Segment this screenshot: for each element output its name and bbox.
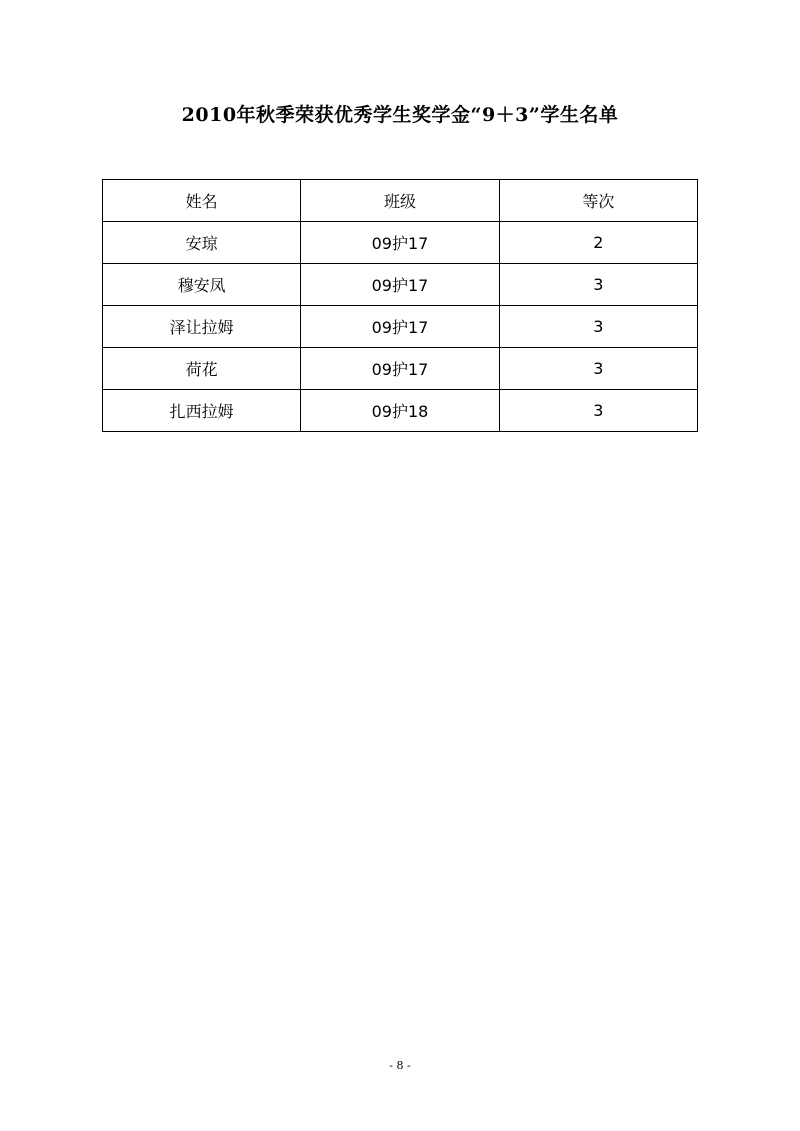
page-title: 2010年秋季荣获优秀学生奖学金“9＋3”学生名单 [181, 104, 619, 126]
cell-class: 09护17 [301, 222, 499, 264]
cell-class: 09护17 [301, 264, 499, 306]
table-header-row [103, 180, 698, 222]
cell-name: 扎西拉姆 [103, 390, 301, 432]
table-row [103, 390, 698, 432]
cell-class: 09护18 [301, 390, 499, 432]
cell-name: 安琼 [103, 222, 301, 264]
student-roster-table [102, 179, 698, 432]
cell-class: 09护17 [301, 306, 499, 348]
cell-name: 穆安凤 [103, 264, 301, 306]
column-header-rank: 等次 [499, 180, 697, 222]
cell-rank: 3 [499, 348, 697, 390]
cell-rank: 3 [499, 306, 697, 348]
cell-rank: 3 [499, 264, 697, 306]
table-row [103, 264, 698, 306]
column-header-name: 姓名 [103, 180, 301, 222]
cell-name: 泽让拉姆 [103, 306, 301, 348]
table-row [103, 222, 698, 264]
column-header-class: 班级 [301, 180, 499, 222]
cell-rank: 3 [499, 390, 697, 432]
table-row [103, 306, 698, 348]
cell-rank: 2 [499, 222, 697, 264]
cell-class: 09护17 [301, 348, 499, 390]
page-number: - 8 - [389, 1059, 411, 1072]
table-row [103, 348, 698, 390]
cell-name: 荷花 [103, 348, 301, 390]
